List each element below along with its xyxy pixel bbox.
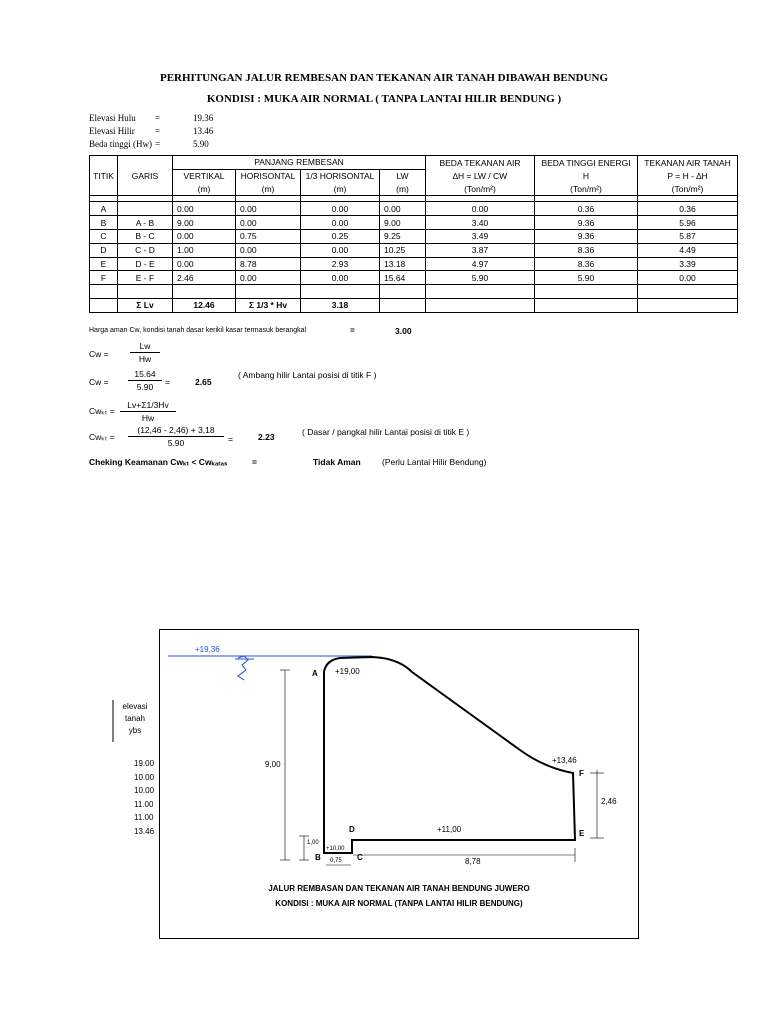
legend-value: 19.00 (134, 759, 155, 768)
cell: 4.97 (426, 257, 535, 271)
page-subtitle: KONDISI : MUKA AIR NORMAL ( TANPA LANTAI HILIR BENDUNG ) (206, 93, 562, 105)
point-a-label: A (312, 669, 318, 678)
header-p-formula: P = H - ∆H (638, 169, 738, 182)
dim-1000-label: +10,00 (326, 846, 345, 852)
cw2-label: Cw = (89, 377, 109, 387)
header-horisontal3: 1/3 HORISONTAL (301, 169, 380, 182)
cw2-denominator: 5.90 (136, 382, 154, 392)
legend-value: 11.00 (134, 813, 154, 822)
cw-numerator: Lw (139, 341, 151, 351)
unit-horisontal: (m) (236, 183, 301, 196)
weir-outline (324, 657, 575, 853)
cell: 0.00 (301, 202, 380, 216)
cell: F (90, 271, 118, 285)
header-horisontal: HORISONTAL (236, 169, 301, 182)
cell: 8.78 (236, 257, 301, 271)
harga-aman-value: 3.00 (395, 326, 412, 336)
harga-aman-text: Harga aman Cw, kondisi tanah dasar kerikil kasar termasuk berangkal (89, 327, 307, 334)
cell: 9.25 (380, 229, 426, 243)
cell: 8.36 (535, 257, 638, 271)
cell: 13.18 (380, 257, 426, 271)
cell: C (90, 229, 118, 243)
cell: 0.36 (535, 202, 638, 216)
cell: 0.00 (236, 243, 301, 257)
cw2-note: ( Ambang hilir Lantai posisi di titik F ) (238, 370, 377, 380)
cell: E - F (118, 271, 173, 285)
legend-values (134, 757, 154, 838)
header-dh-formula: ∆H = LW / CW (426, 169, 535, 182)
cell: 0.00 (638, 271, 738, 285)
info-label-hilir: Elevasi Hilir (89, 126, 135, 136)
point-c-label: C (357, 853, 363, 862)
info-eq: = (155, 126, 161, 136)
legend-title (120, 702, 150, 735)
info-label-beda: Beda tinggi (Hw) (89, 139, 152, 149)
cell: 0.00 (380, 202, 426, 216)
cell: D (90, 243, 118, 257)
water-symbol-icon (238, 656, 248, 680)
cell: 0.00 (426, 202, 535, 216)
check-note: (Perlu Lantai Hilir Bendung) (382, 457, 487, 467)
cell: 2.93 (301, 257, 380, 271)
cell: 10.25 (380, 243, 426, 257)
header-vertikal: VERTIKAL (173, 169, 236, 182)
unit-h: (Ton/m²) (535, 183, 638, 196)
sum-lv-value: 12.46 (173, 298, 236, 312)
cell: 15.64 (380, 271, 426, 285)
unit-lw: (m) (380, 183, 426, 196)
header-lw: LW (380, 169, 426, 182)
cell: 9.00 (380, 216, 426, 230)
check-label: Cheking Keamanan Cwₖₜ < Cwₖₐₜₐₛ (89, 457, 228, 467)
cell: 0.25 (301, 229, 380, 243)
legend-line: ybs (128, 726, 142, 735)
cell: 0.00 (173, 202, 236, 216)
check-result: Tidak Aman (313, 457, 361, 467)
cwb2-numerator: (12,46 - 2,46) + 3,18 (137, 425, 215, 435)
sum-hv-value: 3.18 (301, 298, 380, 312)
cell: 3.49 (426, 229, 535, 243)
cell: 5.87 (638, 229, 738, 243)
legend-value: 10.00 (134, 786, 155, 795)
cwb2-note: ( Dasar / pangkal hilir Lantai posisi di titik E ) (302, 427, 470, 437)
harga-aman-eq: = (350, 326, 355, 335)
point-f-label: F (579, 769, 584, 778)
cell: 5.90 (426, 271, 535, 285)
header-panjang: PANJANG REMBESAN (173, 156, 426, 170)
cw-denominator: Hw (138, 354, 152, 364)
cell: 0.00 (236, 202, 301, 216)
dim-075-label: 0,75 (330, 858, 342, 864)
cell: 0.75 (236, 229, 301, 243)
cell: B (90, 216, 118, 230)
header-beda-tinggi: BEDA TINGGI ENERGI (535, 156, 638, 170)
cell: 0.00 (173, 257, 236, 271)
info-eq: = (155, 113, 161, 123)
cell: B - C (118, 229, 173, 243)
point-e-label: E (579, 829, 585, 838)
cell: A - B (118, 216, 173, 230)
dim-1346-label: +13,46 (552, 756, 577, 765)
cwb-numerator: Lv+Σ1/3Hv (127, 400, 169, 410)
cw2-value: 2.65 (195, 377, 212, 387)
cwb2-eq: = (228, 434, 233, 444)
cell: 8.36 (535, 243, 638, 257)
water-level-label: +19,36 (195, 645, 220, 654)
header-titik: TITIK (90, 156, 118, 196)
cw2-eq: = (165, 377, 170, 387)
legend-value: 11.00 (134, 799, 154, 809)
cell: 3.87 (426, 243, 535, 257)
dim-900-label: 9,00 (265, 760, 281, 769)
cwb2-denominator: 5.90 (167, 438, 185, 448)
cell: 0.00 (236, 216, 301, 230)
legend-value: 10.00 (134, 772, 155, 782)
header-beda-tekanan: BEDA TEKANAN AIR (426, 156, 535, 170)
diagram-caption-2: KONDISI : MUKA AIR NORMAL (TANPA LANTAI HILIR BENDUNG) (275, 899, 523, 908)
cell: 5.96 (638, 216, 738, 230)
cell: A (90, 202, 118, 216)
cell: 9.36 (535, 216, 638, 230)
cell: 0.00 (301, 271, 380, 285)
dim-1100-label: +11,00 (437, 825, 462, 834)
cwb2-value: 2.23 (258, 432, 275, 442)
legend-line: tanah (124, 714, 146, 723)
cwb2-label: Cwₖₜ = (89, 432, 115, 442)
info-eq: = (155, 139, 161, 149)
cell: C - D (118, 243, 173, 257)
cw2-numerator: 15.64 (134, 369, 156, 379)
cell: E (90, 257, 118, 271)
cell: 0.00 (301, 243, 380, 257)
header-h: H (535, 169, 638, 182)
cell: 9.00 (173, 216, 236, 230)
cell: 2.46 (173, 271, 236, 285)
unit-vertikal: (m) (173, 183, 236, 196)
point-d-label: D (349, 825, 355, 834)
info-value-hilir: 13.46 (193, 126, 214, 136)
dim-100-label: 1,00 (307, 840, 319, 846)
point-b-label: B (315, 853, 321, 862)
unit-dh: (Ton/m²) (426, 183, 535, 196)
info-value-hulu: 19.36 (193, 113, 214, 123)
cell: D - E (118, 257, 173, 271)
cwb-label: Cwₖₜ = (89, 406, 115, 416)
sum-lv-label: Σ Lv (118, 298, 173, 312)
info-value-beda: 5.90 (193, 139, 209, 149)
elev-a-label: +19,00 (335, 667, 360, 676)
cell: 0.36 (638, 202, 738, 216)
cwb-denominator: Hw (141, 413, 155, 423)
page-title: PERHITUNGAN JALUR REMBESAN DAN TEKANAN AIR TANAH DIBAWAH BENDUNG (160, 72, 608, 84)
cell: 5.90 (535, 271, 638, 285)
cw-label: Cw = (89, 349, 109, 359)
cell: 0.00 (301, 216, 380, 230)
diagram-caption-1: JALUR REMBASAN DAN TEKANAN AIR TANAH BENDUNG JUWERO (268, 884, 530, 893)
unit-p: (Ton/m²) (638, 183, 738, 196)
header-garis: GARIS (118, 156, 173, 196)
sum-hv-label: Σ 1/3 * Hv (236, 298, 301, 312)
info-label-hulu: Elevasi Hulu (89, 113, 136, 123)
cell: 3.40 (426, 216, 535, 230)
dim-878-label: 8,78 (465, 857, 481, 866)
cell: 4.49 (638, 243, 738, 257)
cell: 0.00 (173, 229, 236, 243)
check-eq: = (252, 457, 257, 467)
header-tekanan: TEKANAN AIR TANAH (638, 156, 738, 170)
cell: 9.36 (535, 229, 638, 243)
unit-horisontal3: (m) (301, 183, 380, 196)
legend-line: elevasi (122, 702, 148, 711)
dim-246-label: 2,46 (601, 797, 617, 806)
cell: 1.00 (173, 243, 236, 257)
legend-value: 13.46 (134, 826, 155, 836)
cell: 0.00 (236, 271, 301, 285)
cell: 3.39 (638, 257, 738, 271)
